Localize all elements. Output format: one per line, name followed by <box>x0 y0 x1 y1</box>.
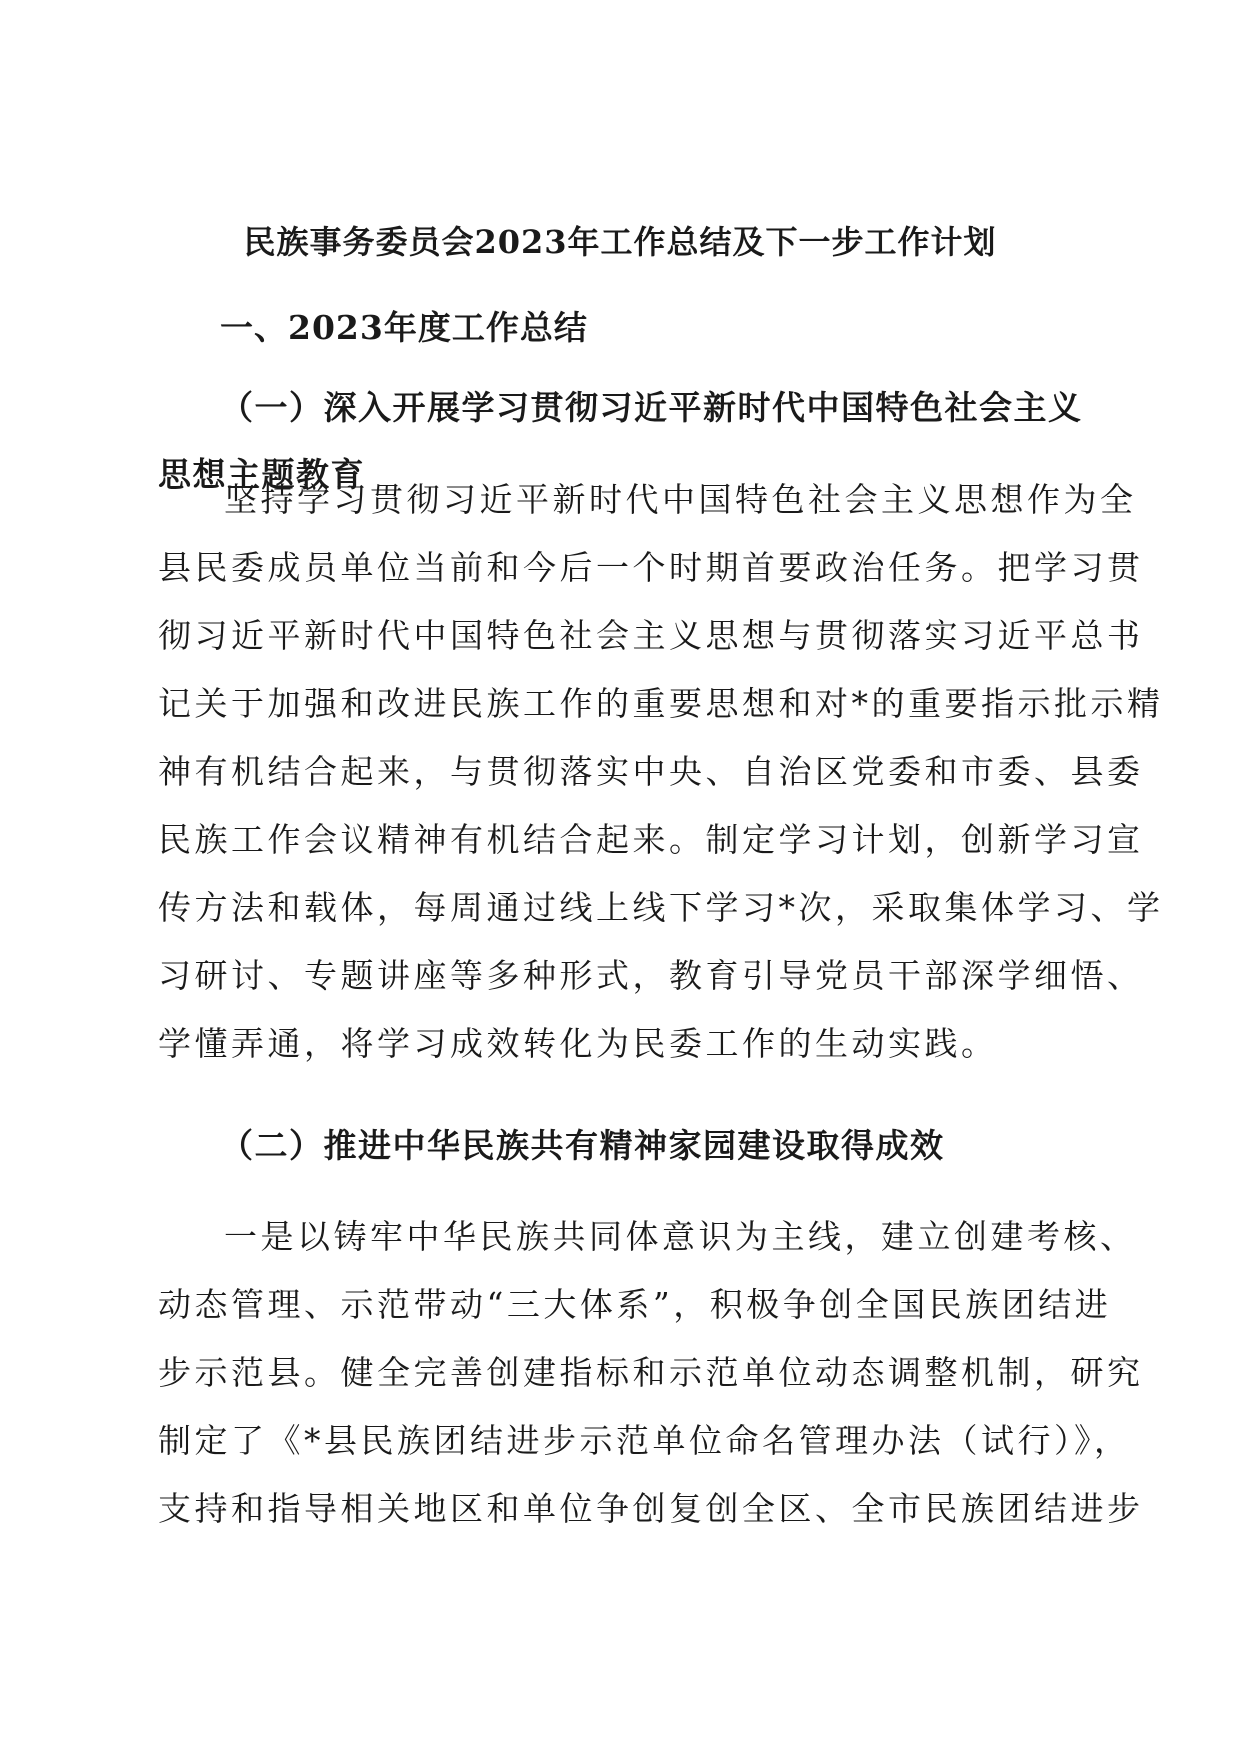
paragraph-line: 彻习近平新时代中国特色社会主义思想与贯彻落实习近平总书 <box>158 616 1144 655</box>
paragraph-line: 民族工作会议精神有机结合起来。制定学习计划，创新学习宣 <box>158 820 1144 859</box>
subsection-1-paragraph <box>158 466 1164 1078</box>
subsection-2-paragraph <box>158 1203 1144 1543</box>
paragraph-line: 制定了《*县民族团结进步示范单位命名管理办法（试行）》， <box>158 1421 1131 1460</box>
document-title: 民族事务委员会2023年工作总结及下一步工作计划 <box>243 223 997 261</box>
paragraph-line: 传方法和载体，每周通过线上线下学习*次，采取集体学习、学 <box>158 888 1164 927</box>
paragraph-line: 记关于加强和改进民族工作的重要思想和对*的重要指示批示精 <box>158 684 1164 723</box>
paragraph-line: 习研讨、专题讲座等多种形式，教育引导党员干部深学细悟、 <box>158 956 1144 995</box>
paragraph-line: 支持和指导相关地区和单位争创复创全区、全市民族团结进步 <box>158 1489 1144 1528</box>
subsection-heading-1-line-2: 思想主题教育 <box>158 455 365 494</box>
paragraph-line: 动态管理、示范带动“三大体系”，积极争创全国民族团结进 <box>158 1285 1112 1324</box>
paragraph-line: 学懂弄通，将学习成效转化为民委工作的生动实践。 <box>158 1024 998 1063</box>
subsection-heading-1-line-1: （一）深入开展学习贯彻习近平新时代中国特色社会主义 <box>220 388 1083 427</box>
paragraph-line: 神有机结合起来，与贯彻落实中央、自治区党委和市委、县委 <box>158 752 1144 791</box>
paragraph-line: 一是以铸牢中华民族共同体意识为主线，建立创建考核、 <box>224 1217 1137 1256</box>
subsection-heading-2: （二）推进中华民族共有精神家园建设取得成效 <box>220 1126 945 1165</box>
paragraph-line: 县民委成员单位当前和今后一个时期首要政治任务。把学习贯 <box>158 548 1144 587</box>
paragraph-line: 坚持学习贯彻习近平新时代中国特色社会主义思想作为全 <box>224 480 1137 519</box>
paragraph-line: 步示范县。健全完善创建指标和示范单位动态调整机制，研究 <box>158 1353 1144 1392</box>
section-heading-annual-summary: 一、2023年度工作总结 <box>220 308 588 347</box>
